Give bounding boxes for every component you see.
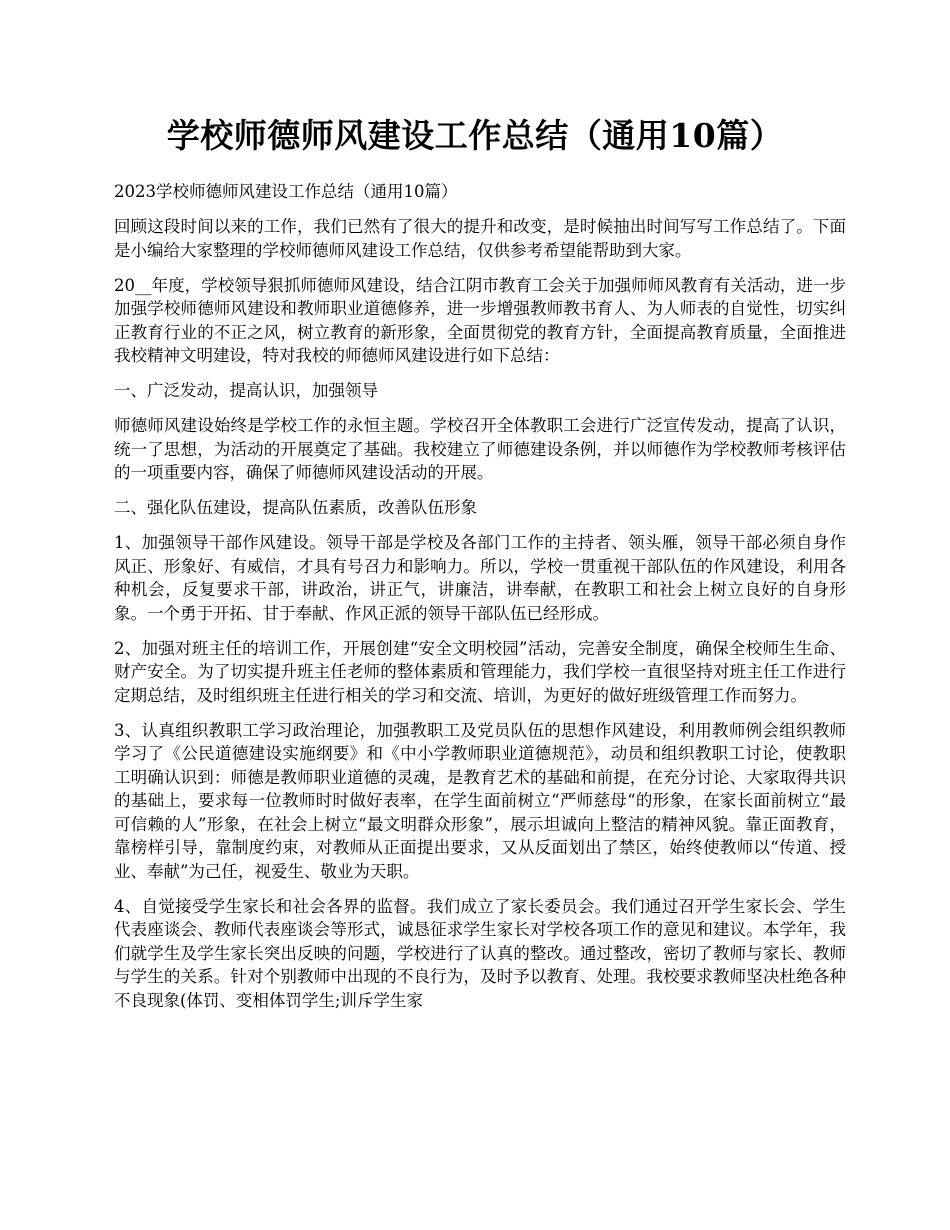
item-3-paragraph: 3、认真组织教职工学习政治理论，加强教职工及党员队伍的思想作风建设，利用教师例会组织教师学习了《公民道德建设实施纲要》和《中小学教师职业道德规范》，动员和组织教职工讨论，使教职工明确认识到：师德是教师职业道德的灵魂，是教育艺术的基础和前提，在充分讨论、大家取得共识的基础上，要求每一位教师时时做好表率，在学生面前树立“严师慈母“的形象，在家长面前树立“最可信赖的人”形象，在社会上树立“最文明群众形象”，展示坦诚向上整洁的精神风貌。靠正面教育，靠榜样引导，靠制度约束，对教师从正面提出要求，又从反面划出了禁区，始终使教师以“传道、授业、奉献”为己任，视爱生、敬业为天职。 [114,720,846,881]
intro-paragraph: 回顾这段时间以来的工作，我们已然有了很大的提升和改变，是时候抽出时间写写工作总结了。下面是小编给大家整理的学校师德师风建设工作总结，仅供参考希望能帮助到大家。 [114,217,846,260]
document-body [114,180,846,1024]
item-4-paragraph: 4、自觉接受学生家长和社会各界的监督。我们成立了家长委员会。我们通过召开学生家长会、学生代表座谈会、教师代表座谈会等形式，诚恳征求学生家长对学校各项工作的意见和建议。本学年，我们就学生及学生家长突出反映的问题，学校进行了认真的整改。通过整改，密切了教师与家长、教师与学生的关系。针对个别教师中出现的不良行为，及时予以教育、处理。我校要求教师坚决杜绝各种不良现象(体罚、变相体罚学生;训斥学生家 [114,896,846,1010]
section-heading-2: 二、强化队伍建设，提高队伍素质，改善队伍形象 [114,498,477,517]
item-2-paragraph: 2、加强对班主任的培训工作，开展创建“安全文明校园”活动，完善安全制度，确保全校师生生命、财产安全。为了切实提升班主任老师的整体素质和管理能力，我们学校一直很坚持对班主任工作进行定期总结，及时组织班主任进行相关的学习和交流、培训，为更好的做好班级管理工作而努力。 [114,638,846,705]
document-subtitle: 2023学校师德师风建设工作总结（通用10篇） [114,182,458,201]
item-1-paragraph: 1、加强领导干部作风建设。领导干部是学校及各部门工作的主持者、领头雁，领导干部必须自身作风正、形象好、有威信，才具有号召力和影响力。所以，学校一贯重视干部队伍的作风建设，利用各种机会，反复要求干部，讲政治，讲正气，讲廉洁，讲奉献，在教职工和社会上树立良好的自身形象。一个勇于开拓、甘于奉献、作风正派的领导干部队伍已经形成。 [114,533,846,623]
section-1-paragraph: 师德师风建设始终是学校工作的永恒主题。学校召开全体教职工会进行广泛宣传发动，提高了认识，统一了思想，为活动的开展奠定了基础。我校建立了师德建设条例，并以师德作为学校教师考核评估的一项重要内容，确保了师德师风建设活动的开展。 [114,416,846,482]
section-heading-1: 一、广泛发动，提高认识，加强领导 [114,381,378,400]
overview-paragraph: 20__年度，学校领导狠抓师德师风建设，结合江阴市教育工会关于加强师师风教育有关活动，进一步加强学校师德师风建设和教师职业道德修养，进一步增强教师教书育人、为人师表的自觉性，切实纠正教育行业的不正之风，树立教育的新形象，全面贯彻党的教育方针，全面提高教育质量，全面推进我校精神文明建设，特对我校的师德师风建设进行如下总结： [114,275,846,365]
document-title: 学校师德师风建设工作总结（通用10篇） [166,116,784,155]
